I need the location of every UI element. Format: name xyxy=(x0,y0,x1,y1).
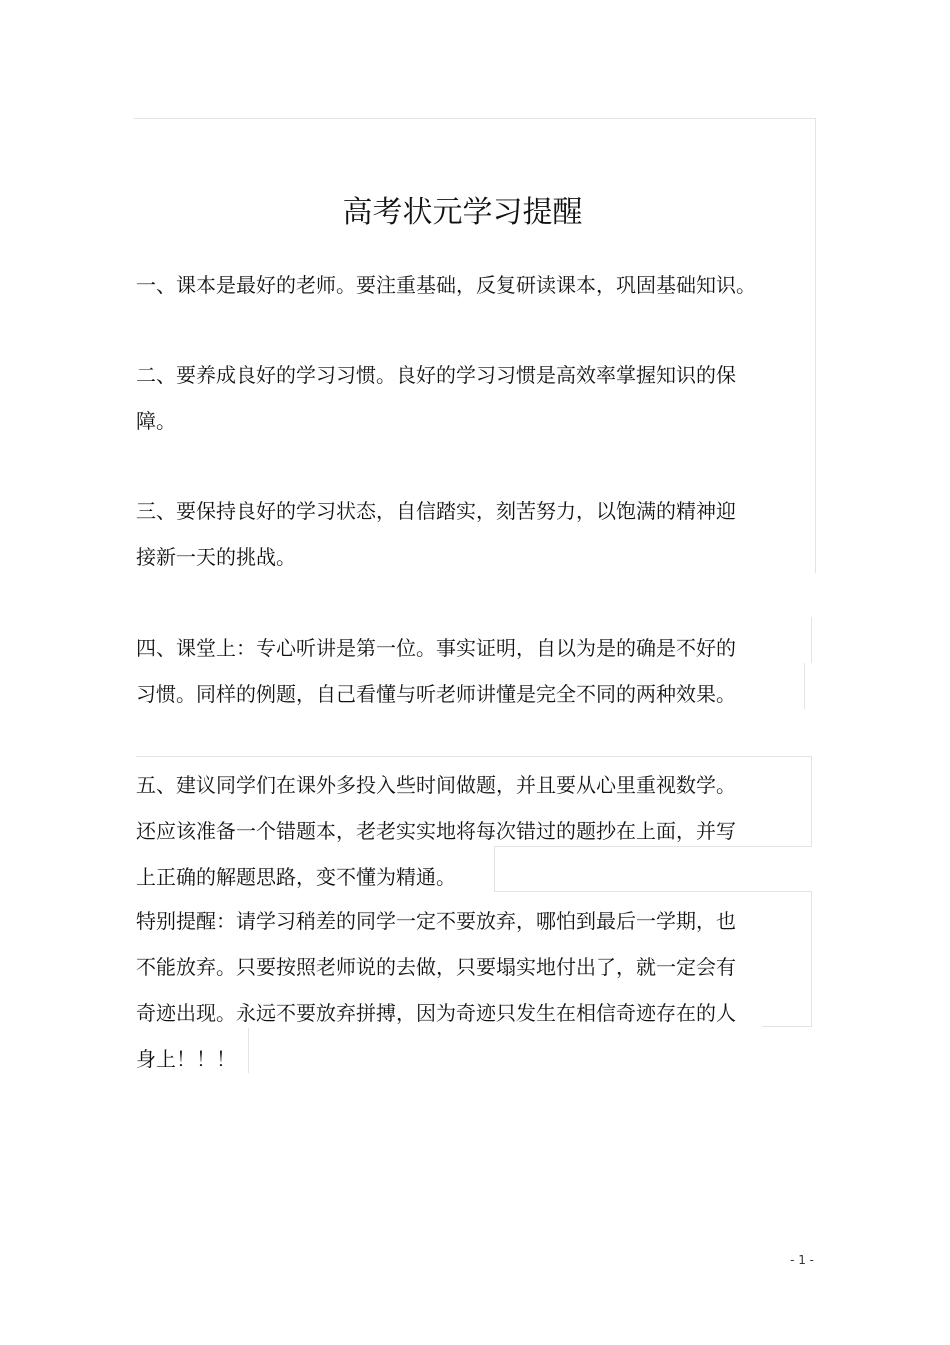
page-title: 高考状元学习提醒 xyxy=(342,195,583,231)
paragraph-line: 习惯。同样的例题，自己看懂与听老师讲懂是完全不同的两种效果。 xyxy=(136,682,736,706)
frame-box-right xyxy=(811,756,812,846)
paragraph-line: 身上！！！ xyxy=(136,1047,236,1071)
paragraph-line: 特别提醒：请学习稍差的同学一定不要放弃，哪怕到最后一学期，也 xyxy=(136,909,736,933)
frame-line-right-mid xyxy=(811,617,812,663)
paragraph-line: 三、要保持良好的学习状态，自信踏实，刻苦努力，以饱满的精神迎 xyxy=(136,499,736,523)
paragraph-4 xyxy=(136,625,776,717)
frame-box2-right xyxy=(811,891,812,1027)
paragraph-2 xyxy=(136,352,776,444)
paragraph-line: 不能放弃。只要按照老师说的去做，只要塌实地付出了，就一定会有 xyxy=(136,955,736,979)
frame-box-top xyxy=(136,756,812,757)
paragraph-line: 一、课本是最好的老师。要注重基础，反复研读课本，巩固基础知识。 xyxy=(136,273,756,297)
paragraph-5 xyxy=(136,762,776,900)
paragraph-line: 四、课堂上：专心听讲是第一位。事实证明，自以为是的确是不好的 xyxy=(136,636,736,660)
paragraph-line: 还应该准备一个错题本，老老实实地将每次错过的题抄在上面，并写 xyxy=(136,819,736,843)
paragraph-line: 五、建议同学们在课外多投入些时间做题，并且要从心里重视数学。 xyxy=(136,773,736,797)
paragraph-line: 上正确的解题思路，变不懂为精通。 xyxy=(136,865,456,889)
special-reminder xyxy=(136,898,776,1082)
paragraph-line: 接新一天的挑战。 xyxy=(136,545,296,569)
frame-line-top xyxy=(134,118,816,119)
frame-line-right-mid-2 xyxy=(804,663,805,709)
page-number: - 1 - xyxy=(790,1253,814,1267)
paragraph-line: 二、要养成良好的学习习惯。良好的学习习惯是高效率掌握知识的保 xyxy=(136,363,736,387)
paragraph-3 xyxy=(136,488,776,580)
paragraph-1 xyxy=(136,262,776,308)
frame-line-right-upper xyxy=(815,118,816,573)
paragraph-line: 奇迹出现。永远不要放弃拼搏，因为奇迹只发生在相信奇迹存在的人 xyxy=(136,1001,736,1025)
paragraph-line: 障。 xyxy=(136,409,176,433)
